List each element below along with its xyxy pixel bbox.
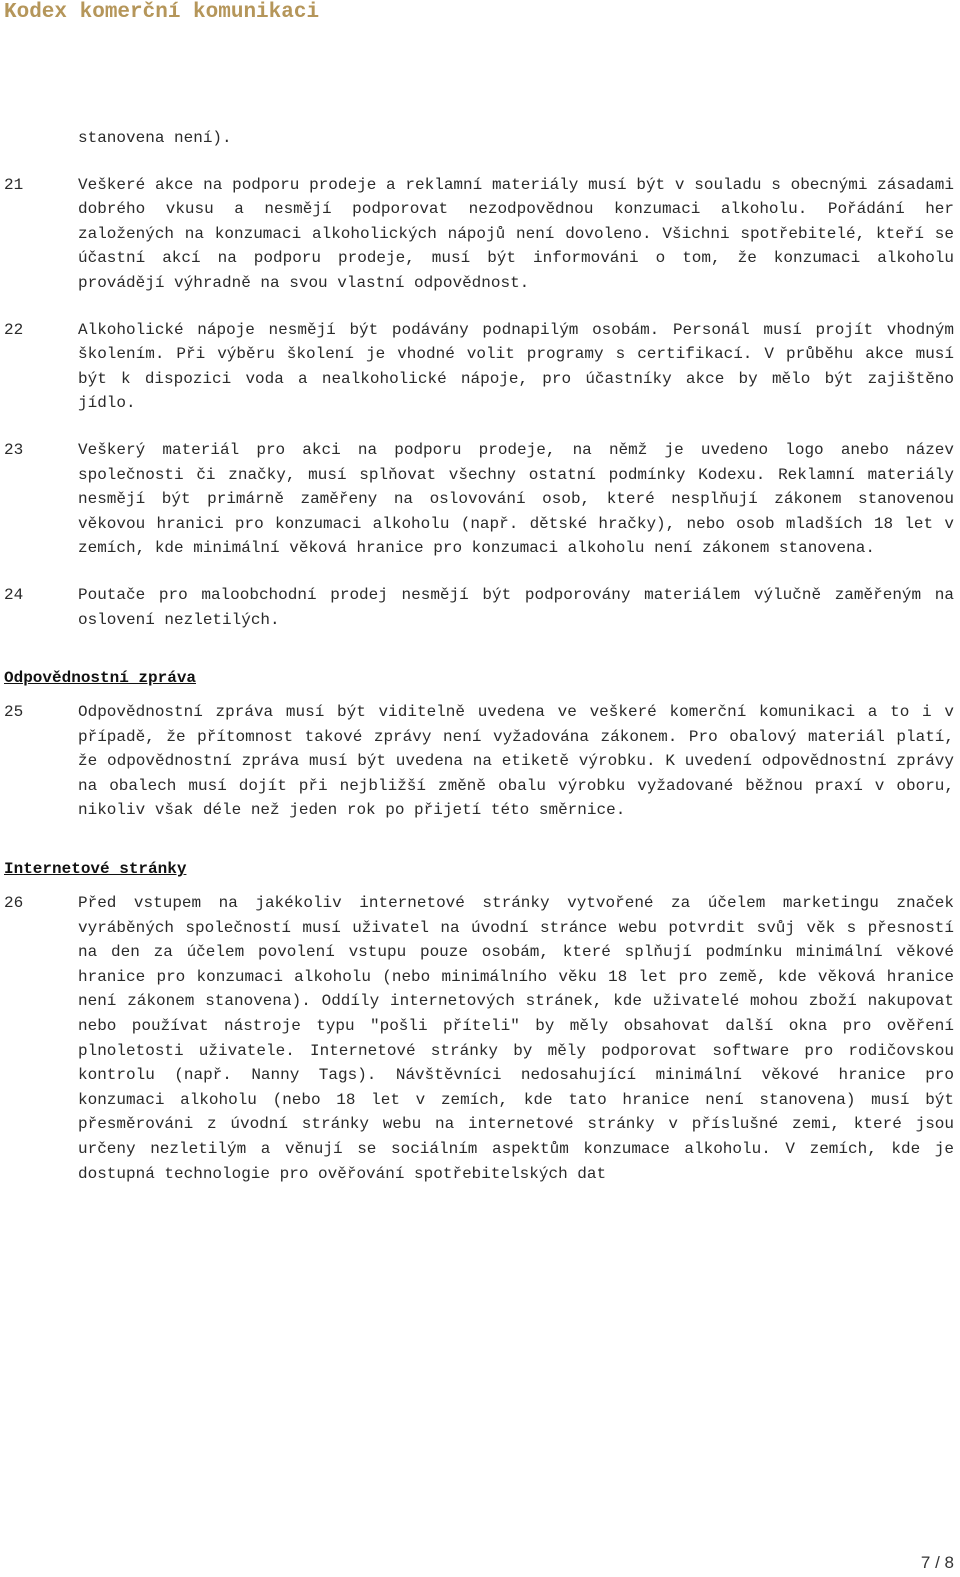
paragraph-text: Veškerý materiál pro akci na podporu prodeje, na němž je uvedeno logo anebo název společnosti či značky, musí splňovat všechny ostatní podmínky Kodexu. Reklamní materiály nesmějí být primárně zaměřeny na oslovování osob, které nesplňují zákonem stanovenou věkovou hranici pro konzumaci alkoholu (např. dětské hračky), nebo osob mladších 18 let v zemích, kde minimální věková hranice pro konzumaci alkoholu není zákonem stanovena. bbox=[78, 440, 954, 558]
continuation-paragraph bbox=[4, 126, 954, 151]
paragraph-number: 25 bbox=[4, 703, 24, 722]
paragraph-number: 24 bbox=[4, 585, 24, 604]
section-heading-internet: Internetové stránky bbox=[4, 860, 187, 879]
paragraph-text: Poutače pro maloobchodní prodej nesmějí být podporovány materiálem výlučně zaměřeným na oslovení nezletilých. bbox=[78, 585, 954, 629]
paragraph-text: Veškeré akce na podporu prodeje a reklamní materiály musí být v souladu s obecnými zásadami dobrého vkusu a nesmějí podporovat nezodpovědnou konzumaci alkoholu. Pořádání her založených na konzumaci alkoholických nápojů není dovoleno. Všichni spotřebitelé, kteří se účastní akcí na podporu prodeje, musí být informováni o tom, že konzumaci alkoholu provádějí výhradně na svou vlastní odpovědnost. bbox=[78, 175, 954, 292]
paragraph-22 bbox=[4, 318, 954, 416]
document-body bbox=[4, 126, 954, 1208]
paragraph-number: 26 bbox=[4, 894, 24, 913]
paragraph-26 bbox=[4, 891, 954, 1186]
document-title: Kodex komerční komunikaci bbox=[4, 1, 320, 24]
paragraph-number: 21 bbox=[4, 175, 24, 194]
paragraph-21 bbox=[4, 173, 954, 296]
paragraph-25 bbox=[4, 700, 954, 823]
paragraph-number: 23 bbox=[4, 440, 24, 459]
paragraph-text: Alkoholické nápoje nesmějí být podávány podnapilým osobám. Personál musí projít vhodným školením. Při výběru školení je vhodné volit programy s certifikací. V průběhu akce musí být k dispozici voda a nealkoholické nápoje, pro účastníky akce by mělo být zajištěno jídlo. bbox=[78, 320, 954, 413]
paragraph-text: Odpovědnostní zpráva musí být viditelně uvedena ve veškeré komerční komunikaci a to i v případě, že přítomnost takové zprávy není vyžadována zákonem. Pro obalový materiál platí, že odpovědnostní zpráva musí být uvedena na etiketě výrobku. K uvedení odpovědnostní zprávy na obalech musí dojít při nejbližší změně obalu výrobku vyžadované běžnou praxí v oboru, nikoliv však déle než jeden rok po přijetí této směrnice. bbox=[78, 703, 954, 820]
continuation-text: stanovena není). bbox=[78, 129, 232, 147]
paragraph-text: Před vstupem na jakékoliv internetové stránky vytvořené za účelem marketingu značek vyráběných společností musí uživatel na úvodní stránce webu potvrdit svůj věk s přesností na den za účelem povolení vstupu pouze osobám, které splňují podmínku minimální věkové hranice pro konzumaci alkoholu (nebo minimálního věku 18 let pro země, kde věková hranice není zákonem stanovena). Oddíly internetových stránek, kde uživatelé mohou zboží nakupovat nebo používat nástroje typu "pošli příteli" by měly obsahovat další okna pro ověření plnoletosti uživatele. Internetové stránky by měly podporovat software pro rodičovskou kontrolu (např. Nanny Tags). Návštěvníci nedosahující minimální věkové hranice pro konzumaci alkoholu (nebo 18 let v zemích, kde tato hranice není stanovena) musí být přesměrováni z úvodní stránky webu na internetové stránky v příslušné zemi, které jsou určeny nezletilým a věnují se sociálním aspektům konzumace alkoholu. V zemích, kde je dostupná technologie pro ověřování spotřebitelských dat bbox=[78, 894, 954, 1183]
paragraph-23 bbox=[4, 438, 954, 561]
paragraph-24 bbox=[4, 583, 954, 632]
paragraph-number: 22 bbox=[4, 320, 24, 339]
section-heading-responsibility: Odpovědnostní zpráva bbox=[4, 669, 197, 688]
page-number: 7 / 8 bbox=[920, 1553, 954, 1572]
